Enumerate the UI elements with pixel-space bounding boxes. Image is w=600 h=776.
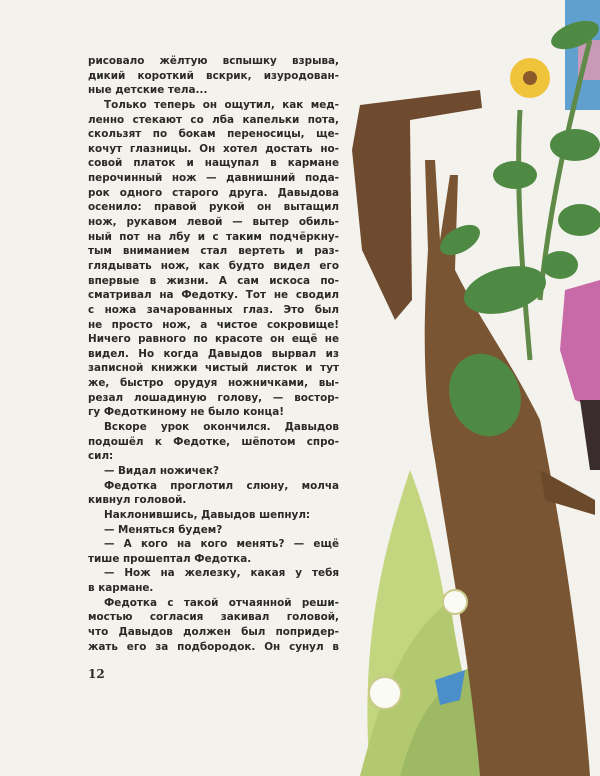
sunflower (510, 58, 550, 98)
text-line: — Видал ножичек? (104, 464, 220, 477)
text-line: не просто нож, а чистое сокровище! (88, 318, 339, 331)
text-line: ные детские тела... (88, 84, 208, 97)
text-line: — А кого на кого менять? — ещё (104, 538, 339, 551)
text-line: Ничего равного по красоте он ещё не (88, 333, 339, 346)
text-line: Наклонившись, Давыдов шепнул: (104, 508, 311, 521)
text-line: Федотка с такой отчаянной реши- (104, 596, 339, 609)
text-line: нож, рукавом левой — вытер обиль- (88, 216, 339, 229)
text-line: кочут глазницы. Он хотел достать но- (88, 142, 339, 155)
text-line: сматривал на Федотку. Тот не сводил (88, 289, 339, 302)
text-line: жать его за подбородок. Он сунул в (88, 640, 339, 653)
window-blue-patch (565, 0, 600, 110)
text-line: — Меняться будем? (104, 523, 223, 536)
text-line: — Нож на железку, какая у тебя (104, 567, 339, 580)
text-line: тым вниманием стал вертеть и раз- (88, 245, 339, 258)
text-line: подошёл к Федотке, шёпотом спро- (88, 435, 339, 448)
text-line: Вскоре урок окончился. Давыдов (104, 421, 339, 434)
page-number: 12 (88, 667, 105, 681)
text-line: же, быстро орудуя ножничками, вы- (88, 377, 339, 390)
text-line: сил: (88, 450, 114, 463)
text-line: перочинный нож — давнишний пода- (88, 172, 339, 185)
text-line: скользят по бокам переносицы, ще- (88, 128, 339, 141)
illustration-tree-sunflower (340, 0, 600, 776)
text-line: ный пот на лбу и с таким подчёркну- (88, 230, 339, 243)
text-line: осенило: правой рукой он вытащил (88, 201, 339, 214)
pink-figure (560, 280, 600, 470)
text-line: записной книжки чистый листок и тут (88, 362, 339, 375)
body-text (88, 54, 339, 654)
text-line: резал лошадиную голову, — востор- (88, 391, 339, 404)
text-line: что Давыдов должен был попридер- (88, 625, 339, 638)
text-line: в кармане. (88, 582, 154, 595)
text-line: Федотка проглотил слюну, молча (104, 479, 339, 492)
text-line: тише прошептал Федотка. (88, 552, 252, 565)
text-line: глядывать нож, как будто видел его (88, 259, 339, 272)
text-line: Только теперь он ощутил, как мед- (104, 98, 339, 111)
text-line: гу Федоткиному не было конца! (88, 406, 284, 419)
text-line: видел. Но когда Давыдов вырвал из (88, 347, 339, 360)
text-line: совой платок и нащупал в кармане (88, 157, 339, 170)
text-line: впервые в жизни. А сам искоса по- (88, 274, 339, 287)
text-line: рисовало жёлтую вспышку взрыва, (88, 55, 339, 67)
text-line: мостью согласия закивал головой, (88, 611, 339, 624)
text-line: рок одного старого друга. Давыдова (88, 186, 339, 199)
text-line: ленно стекают со лба капельки пота, (88, 113, 339, 126)
text-line: кивнул головой. (88, 494, 187, 507)
text-line: дикий короткий вскрик, изуродован- (88, 69, 339, 82)
text-line: с ножа зачарованных глаз. Это был (88, 303, 339, 316)
